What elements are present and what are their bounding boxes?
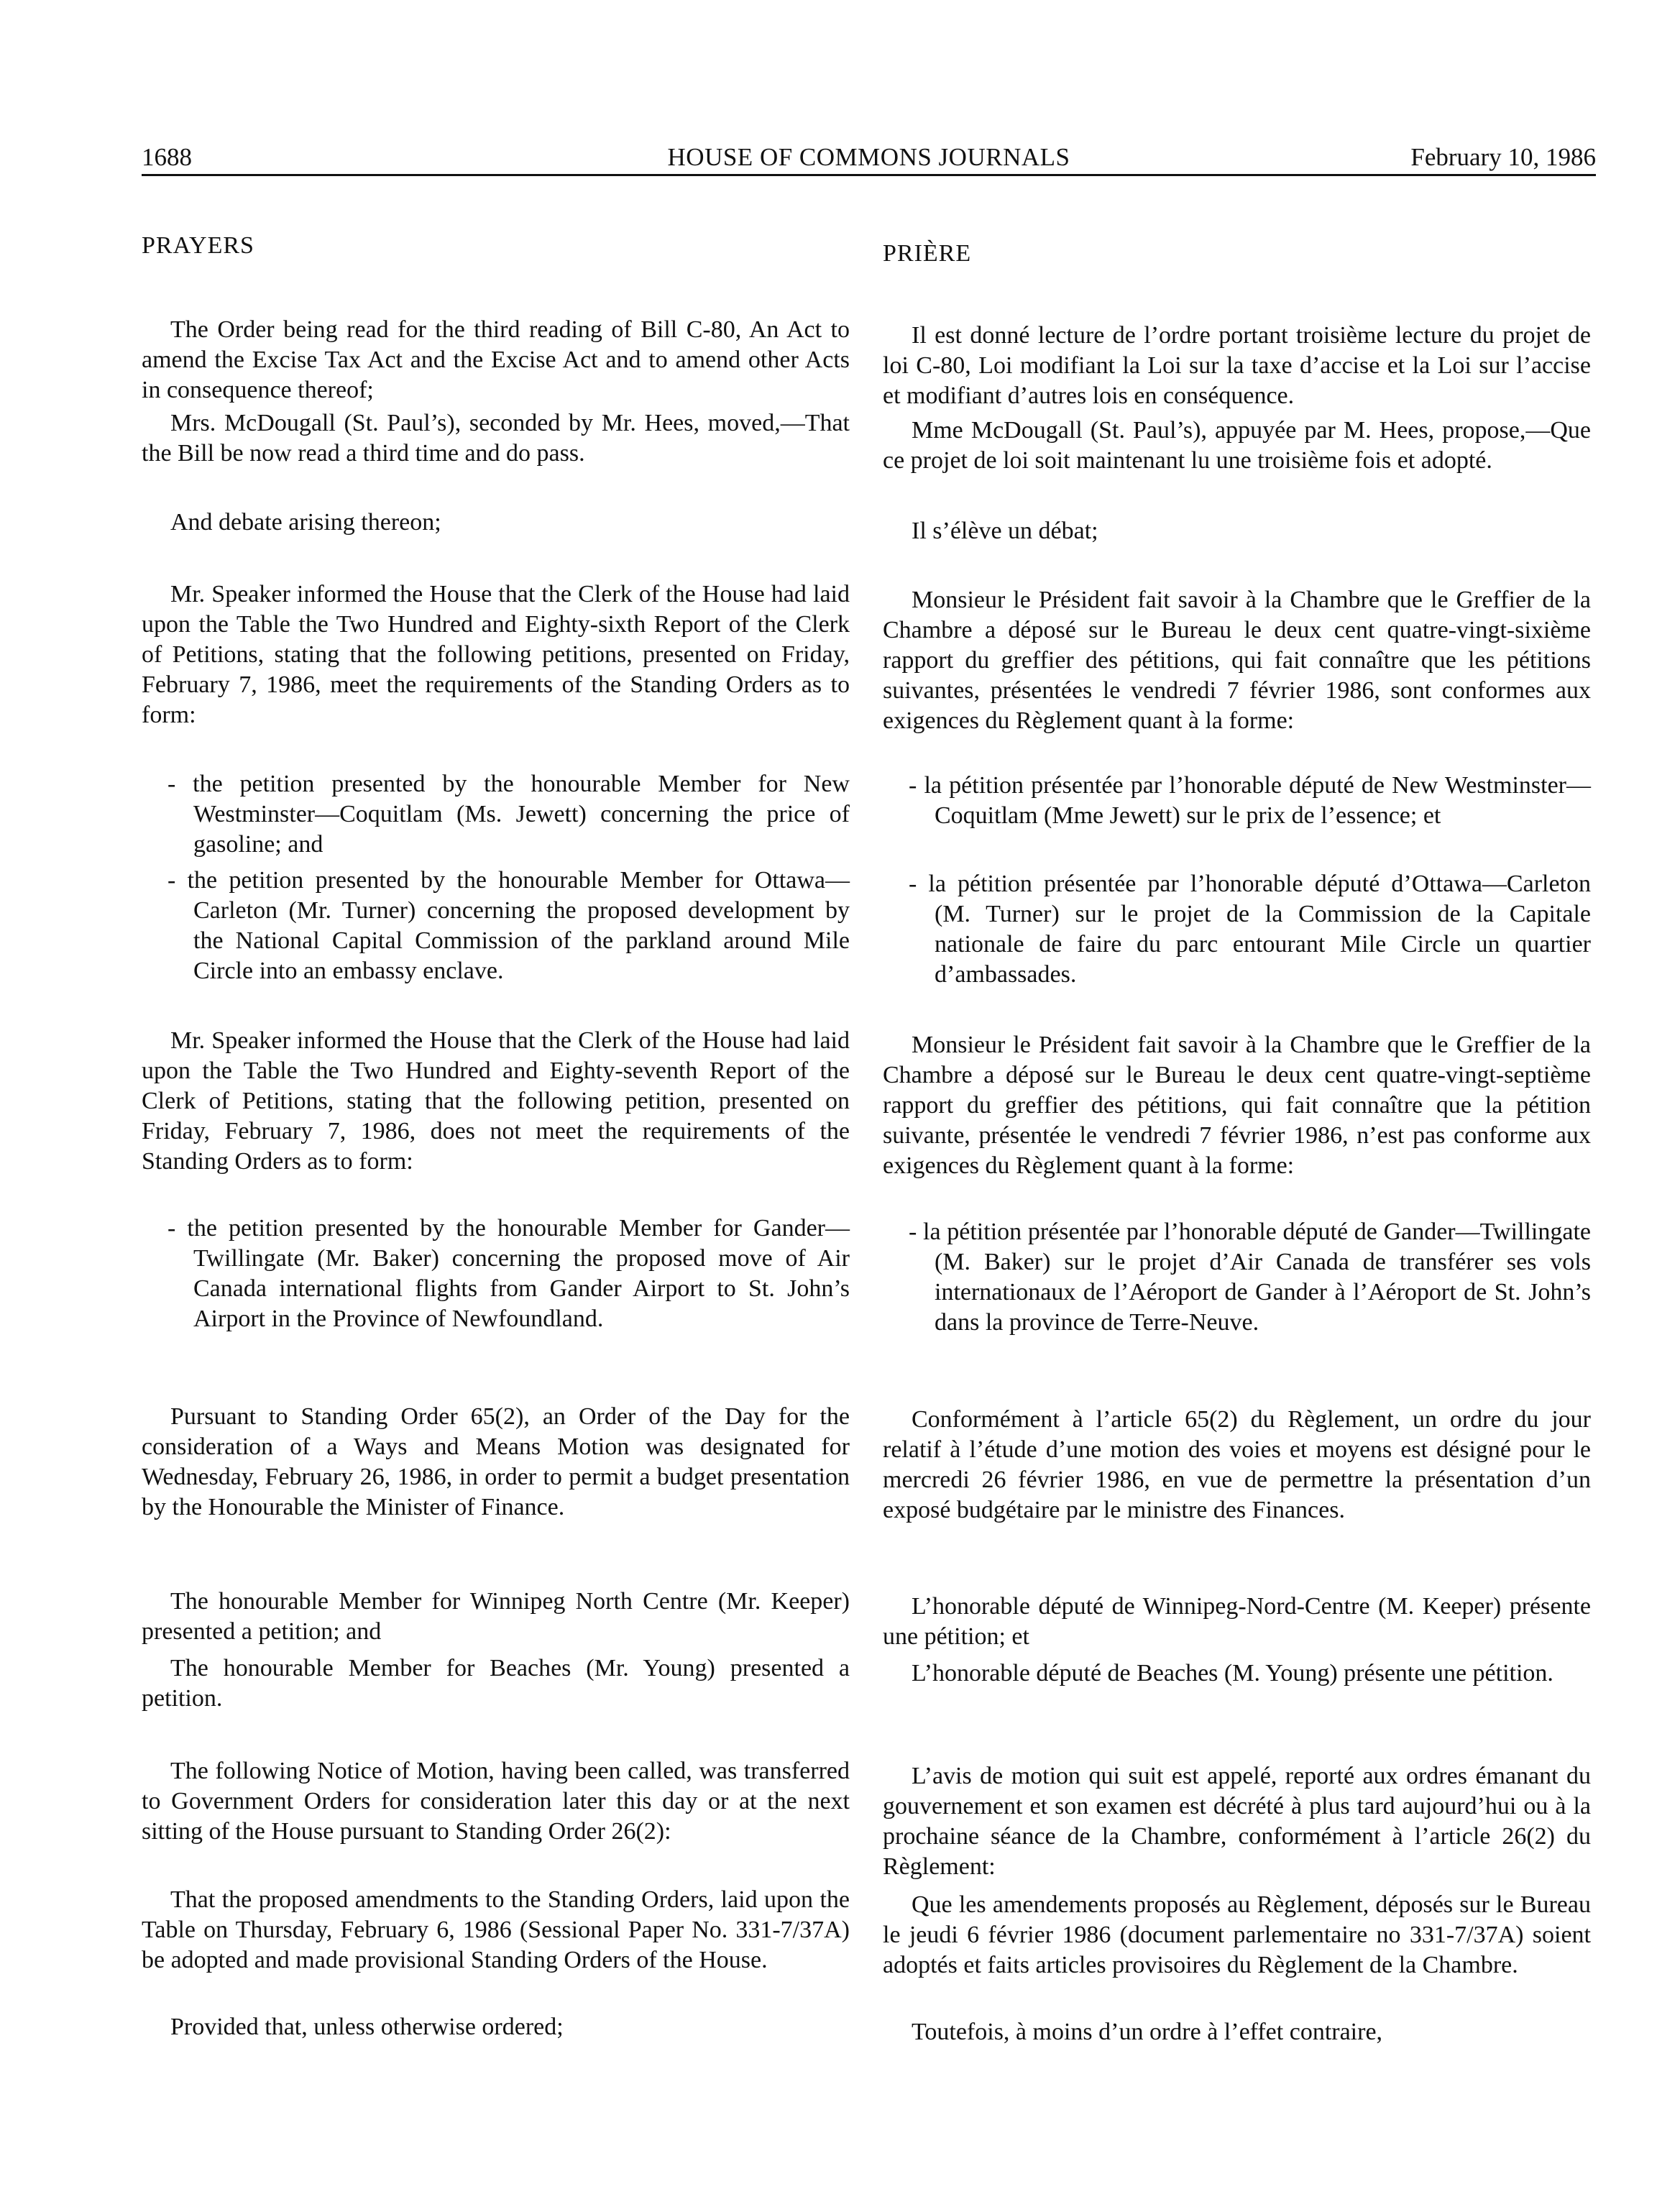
english-paragraph: The honourable Member for Winnipeg North Centre (Mr. Keeper) presented a petition; and bbox=[142, 1588, 850, 1645]
english-paragraph: The following Notice of Motion, having been called, was transferred to Government Orders for consideration later this day or at the next sitting of the House pursuant to Standing Order 26(2): bbox=[142, 1758, 850, 1845]
english-column bbox=[142, 0, 850, 2189]
english-paragraph: Mr. Speaker informed the House that the Clerk of the House had laid upon the Table the Two Hundred and Eighty-sixth Report of the Clerk of Petitions, stating that the following petitions, presented on Friday, February 7, 1986, meet the requirements of the Standing Orders as to form: bbox=[142, 581, 850, 728]
french-paragraph: L’honorable député de Winnipeg-Nord-Centre (M. Keeper) présente une pétition; et bbox=[883, 1593, 1591, 1650]
french-paragraph: Il est donné lecture de l’ordre portant troisième lecture du projet de loi C-80, Loi modifiant la Loi sur la taxe d’accise et la Loi sur l’accise et modifiant d’autres lois en conséquence. bbox=[883, 322, 1591, 409]
french-bullet-item: - la pétition présentée par l’honorable député de New Westminster—Coquitlam (Mme Jewett) sur le prix de l’essence; et bbox=[909, 772, 1591, 829]
english-bullet-item: - the petition presented by the honourable Member for Gander—Twillingate (Mr. Baker) concerning the proposed move of Air Canada international flights from Gander Airport to St. John’s Airport in the Province of Newfoundland. bbox=[167, 1215, 850, 1332]
french-paragraph: Monsieur le Président fait savoir à la Chambre que le Greffier de la Chambre a déposé sur le Bureau le deux cent quatre-vingt-septième rapport du greffier des pétitions, qui fait connaître que la pétition suivante, présentée le vendredi 7 février 1986, n’est pas conforme aux exigences du Règlement quant à la forme: bbox=[883, 1032, 1591, 1179]
english-paragraph: And debate arising thereon; bbox=[170, 509, 441, 536]
french-paragraph: Que les amendements proposés au Règlement, déposés sur le Bureau le jeudi 6 février 1986 (document parlementaire no 331-7/37A) soient adoptés et faits articles provisoires du Règlement de la Chambre. bbox=[883, 1891, 1591, 1978]
english-paragraph: Mrs. McDougall (St. Paul’s), seconded by Mr. Hees, moved,—That the Bill be now read a third time and do pass. bbox=[142, 410, 850, 467]
english-heading: PRAYERS bbox=[142, 232, 254, 259]
english-bullet-item: - the petition presented by the honourable Member for New Westminster—Coquitlam (Ms. Jewett) concerning the price of gasoline; and bbox=[167, 771, 850, 858]
journal-date: February 10, 1986 bbox=[1410, 143, 1596, 171]
french-bullet-item: - la pétition présentée par l’honorable député de Gander—Twillingate (M. Baker) sur le projet d’Air Canada de transférer ses vols internationaux de l’Aéroport de Gander à l’Aéroport de St. John’s dans la province de Terre-Neuve. bbox=[909, 1219, 1591, 1336]
english-bullet-item: - the petition presented by the honourable Member for Ottawa—Carleton (Mr. Turner) concerning the proposed development by the National Capital Commission of the parkland around Mile Circle into an embassy enclave. bbox=[167, 867, 850, 984]
french-paragraph: Conformément à l’article 65(2) du Règlement, un ordre du jour relatif à l’étude d’une motion des voies et moyens est désigné pour le mercredi 26 février 1986, en vue de permettre la présentation d’un exposé budgétaire par le ministre des Finances. bbox=[883, 1406, 1591, 1523]
french-paragraph: L’honorable député de Beaches (M. Young) présente une pétition. bbox=[912, 1660, 1553, 1687]
english-paragraph: The honourable Member for Beaches (Mr. Young) presented a petition. bbox=[142, 1655, 850, 1712]
french-column bbox=[883, 0, 1591, 2189]
french-paragraph: Mme McDougall (St. Paul’s), appuyée par M. Hees, propose,—Que ce projet de loi soit maintenant lu une troisième fois et adopté. bbox=[883, 417, 1591, 474]
english-paragraph: Provided that, unless otherwise ordered; bbox=[170, 2014, 564, 2040]
french-bullet-item: - la pétition présentée par l’honorable député d’Ottawa—Carleton (M. Turner) sur le projet de la Commission de la Capitale nationale de faire du parc entourant Mile Circle un quartier d’ambassades. bbox=[909, 871, 1591, 988]
journal-title: HOUSE OF COMMONS JOURNALS bbox=[667, 143, 1070, 171]
page-number: 1688 bbox=[142, 143, 192, 171]
english-paragraph: Mr. Speaker informed the House that the Clerk of the House had laid upon the Table the Two Hundred and Eighty-seventh Report of the Clerk of Petitions, stating that the following petition, presented on Friday, February 7, 1986, does not meet the requirements of the Standing Orders as to form: bbox=[142, 1027, 850, 1175]
french-paragraph: L’avis de motion qui suit est appelé, reporté aux ordres émanant du gouvernement et son examen est décrété à plus tard aujourd’hui ou à la prochaine séance de la Chambre, conformément à l’article 26(2) du Règlement: bbox=[883, 1763, 1591, 1880]
french-paragraph: Toutefois, à moins d’un ordre à l’effet contraire, bbox=[912, 2019, 1383, 2045]
english-paragraph: The Order being read for the third reading of Bill C-80, An Act to amend the Excise Tax Act and the Excise Act and to amend other Acts in consequence thereof; bbox=[142, 316, 850, 403]
french-paragraph: Monsieur le Président fait savoir à la Chambre que le Greffier de la Chambre a déposé sur le Bureau le deux cent quatre-vingt-sixième rapport du greffier des pétitions, qui fait connaître que les pétitions suivantes, présentées le vendredi 7 février 1986, sont conformes aux exigences du Règlement quant à la forme: bbox=[883, 587, 1591, 734]
english-paragraph: That the proposed amendments to the Standing Orders, laid upon the Table on Thursday, February 6, 1986 (Sessional Paper No. 331-7/37A) be adopted and made provisional Standing Orders of the House. bbox=[142, 1886, 850, 1973]
french-heading: PRIÈRE bbox=[883, 240, 972, 267]
english-paragraph: Pursuant to Standing Order 65(2), an Order of the Day for the consideration of a Ways and Means Motion was designated for Wednesday, February 26, 1986, in order to permit a budget presentation by the Honourable the Minister of Finance. bbox=[142, 1403, 850, 1520]
french-paragraph: Il s’élève un débat; bbox=[912, 518, 1098, 544]
